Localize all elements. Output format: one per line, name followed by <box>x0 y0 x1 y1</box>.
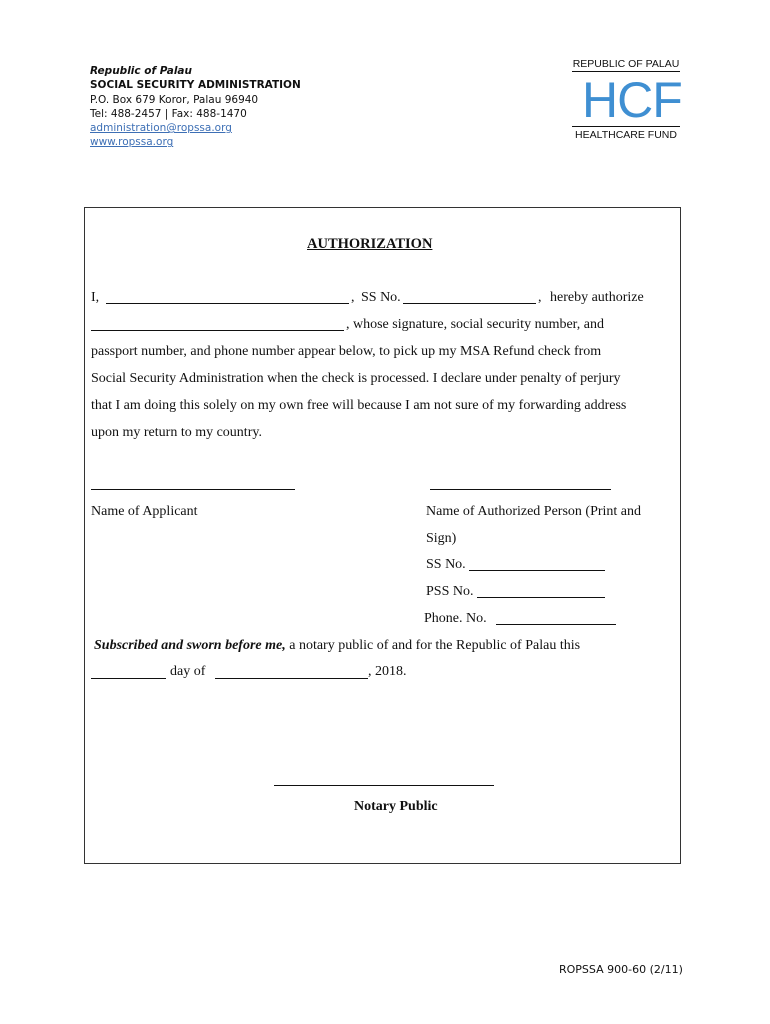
paragraph-line-2: Social Security Administration when the check is processed. I declare under penalty of perjury <box>91 371 621 386</box>
hcf-logo <box>572 58 680 144</box>
logo-bottom-text: HEALTHCARE FUND <box>575 129 677 141</box>
email-link[interactable]: administration@ropssa.org <box>90 122 232 135</box>
applicant-signature-line[interactable] <box>91 489 295 490</box>
month-blank[interactable] <box>215 678 368 679</box>
website-link[interactable]: www.ropssa.org <box>90 136 174 149</box>
authorized-label: Name of Authorized Person (Print and <box>426 504 642 519</box>
line1-prefix: I, <box>91 290 100 305</box>
day-of-label: day of <box>170 664 206 679</box>
postal-address: P.O. Box 679 Koror, Palau 96940 <box>90 93 259 106</box>
ss-no-label: SS No. <box>426 557 466 572</box>
country-name: Republic of Palau <box>90 65 192 77</box>
agency-header <box>90 64 301 150</box>
applicant-label: Name of Applicant <box>91 504 198 519</box>
line1-suffix: hereby authorize <box>550 290 644 305</box>
agency-name: SOCIAL SECURITY ADMINISTRATION <box>90 79 301 92</box>
form-number: ROPSSA 900-60 (2/11) <box>559 963 683 976</box>
sworn-statement <box>94 638 580 654</box>
comma: , <box>351 290 355 305</box>
pss-no-blank[interactable] <box>477 597 605 598</box>
sworn-rest: a notary public of and for the Republic of Palau this <box>285 638 581 653</box>
ss-no-blank[interactable] <box>469 570 605 571</box>
name-blank[interactable] <box>106 303 349 304</box>
pss-no-label: PSS No. <box>426 584 474 599</box>
logo-mark: HCF <box>582 72 682 128</box>
line1-ss-label: SS No. <box>361 290 401 305</box>
form-title: AUTHORIZATION <box>307 236 433 252</box>
paragraph-line-1: passport number, and phone number appear below, to pick up my MSA Refund check from <box>91 344 602 359</box>
paragraph-line-3: that I am doing this solely on my own free will because I am not sure of my forwarding address <box>91 398 627 413</box>
logo-top-text: REPUBLIC OF PALAU <box>572 58 680 70</box>
authorized-person-blank[interactable] <box>91 330 344 331</box>
notary-label: Notary Public <box>354 799 438 814</box>
day-blank[interactable] <box>91 678 166 679</box>
authorized-label-cont: Sign) <box>426 531 457 546</box>
line2-suffix: , whose signature, social security number, and <box>346 317 604 332</box>
year-label: , 2018. <box>368 664 407 679</box>
ss-number-blank[interactable] <box>403 303 536 304</box>
paragraph-line-4: upon my return to my country. <box>91 425 262 440</box>
phone-no-label: Phone. No. <box>424 611 487 626</box>
sworn-emphasis: Subscribed and sworn before me, <box>94 638 286 653</box>
comma-2: , <box>538 290 542 305</box>
notary-signature-line[interactable] <box>274 785 494 786</box>
phone-no-blank[interactable] <box>496 624 616 625</box>
logo-divider <box>572 126 680 127</box>
authorized-signature-line[interactable] <box>430 489 611 490</box>
tel-fax: Tel: 488-2457 | Fax: 488-1470 <box>90 107 247 120</box>
